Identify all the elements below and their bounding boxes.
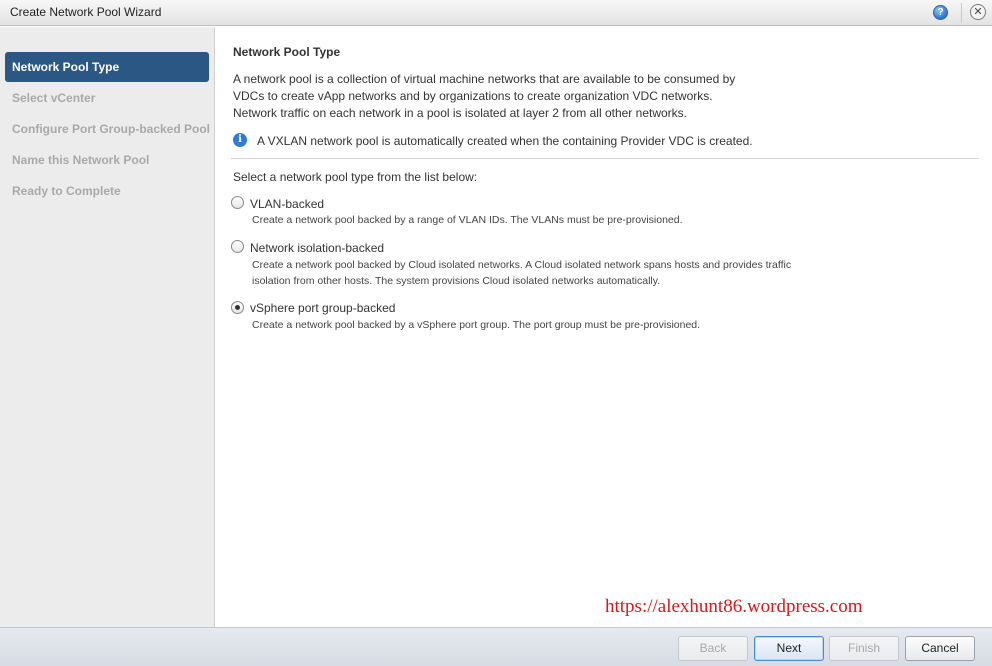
next-button[interactable]: Next (754, 636, 824, 661)
vsphere-port-group-backed-radio[interactable] (231, 301, 244, 314)
vsphere-port-group-backed-label[interactable]: vSphere port group-backed (250, 301, 396, 315)
watermark-text: https://alexhunt86.wordpress.com (605, 596, 863, 617)
vlan-backed-radio[interactable] (231, 196, 244, 209)
description-line-2: VDCs to create vApp networks and by organizations to create organization VDC networks. (233, 89, 713, 103)
step-name-network-pool: Name this Network Pool (12, 153, 150, 167)
wizard-steps-sidebar (0, 27, 215, 627)
network-isolation-backed-label[interactable]: Network isolation-backed (250, 241, 385, 255)
cancel-button[interactable]: Cancel (905, 636, 975, 661)
info-message: A VXLAN network pool is automatically created when the containing Provider VDC is created. (257, 134, 753, 148)
vsphere-port-group-backed-description: Create a network pool backed by a vSphere port group. The port group must be pre-provisioned. (252, 319, 701, 331)
network-isolation-backed-description-2: isolation from other hosts. The system provisions Cloud isolated networks automatically. (252, 275, 661, 287)
window-title: Create Network Pool Wizard (10, 5, 162, 19)
title-divider (961, 3, 962, 23)
info-icon: i (233, 133, 247, 147)
step-ready-to-complete: Ready to Complete (12, 184, 121, 198)
select-type-label: Select a network pool type from the list below: (233, 170, 478, 184)
back-button[interactable]: Back (678, 636, 748, 661)
step-configure-port-group: Configure Port Group-backed Pool (12, 122, 211, 136)
finish-button[interactable]: Finish (829, 636, 899, 661)
vlan-backed-label[interactable]: VLAN-backed (250, 197, 325, 211)
network-isolation-backed-radio[interactable] (231, 240, 244, 253)
step-select-vcenter: Select vCenter (12, 91, 96, 105)
title-bar (0, 0, 992, 26)
step-network-pool-type[interactable]: Network Pool Type (5, 52, 209, 82)
description-line-3: Network traffic on each network in a pool is isolated at layer 2 from all other networks. (233, 106, 687, 120)
close-icon[interactable]: ✕ (970, 4, 986, 20)
page-title: Network Pool Type (233, 45, 341, 59)
vlan-backed-description: Create a network pool backed by a range of VLAN IDs. The VLANs must be pre-provisioned. (252, 214, 683, 226)
divider (231, 158, 979, 159)
wizard-content (216, 27, 992, 627)
description-line-1: A network pool is a collection of virtual machine networks that are available to be consumed by (233, 72, 736, 86)
wizard-footer (0, 627, 992, 666)
network-isolation-backed-description-1: Create a network pool backed by Cloud isolated networks. A Cloud isolated network spans hosts and provides traffic (252, 259, 792, 271)
question-mark-icon[interactable]: ? (933, 5, 948, 20)
